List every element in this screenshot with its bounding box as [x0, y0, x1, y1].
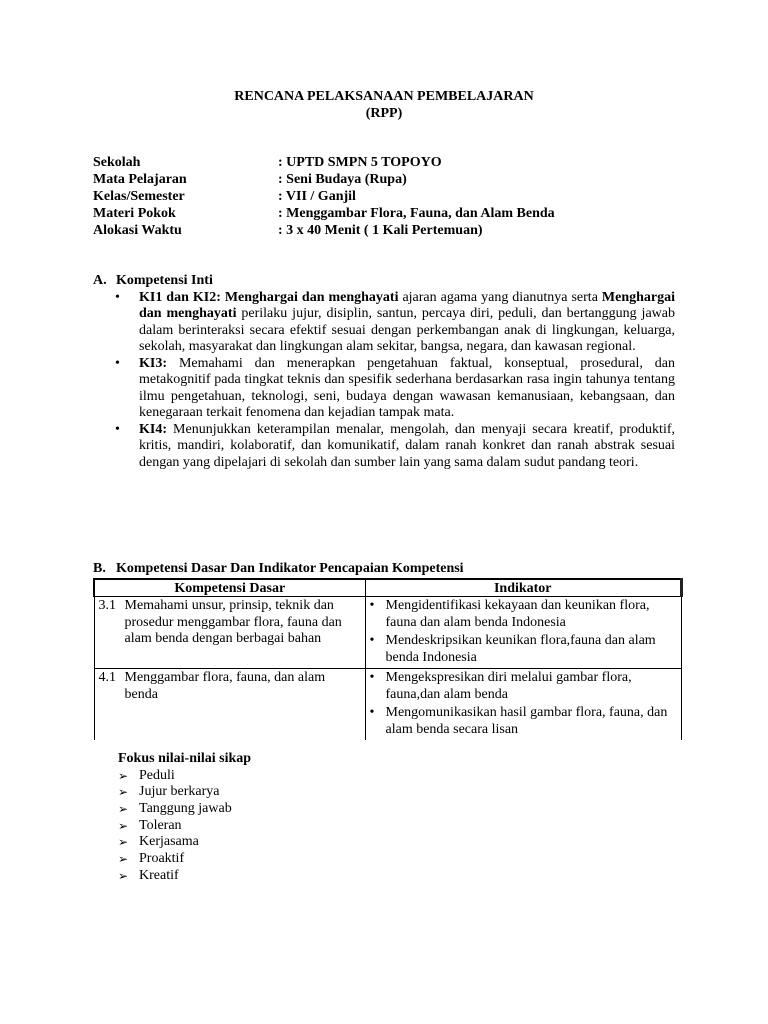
sikap-text: Proaktif	[139, 850, 185, 866]
fokus-title: Fokus nilai-nilai sikap	[118, 751, 252, 766]
arrow-bullet-icon: ➢	[118, 818, 129, 833]
ki-item-ki4	[93, 422, 675, 472]
indicator-list	[370, 670, 678, 738]
ki-label: KI4:	[139, 421, 167, 437]
identity-label: Alokasi Waktu	[93, 223, 182, 238]
bullet-icon: •	[369, 670, 375, 685]
bullet-icon: •	[115, 355, 120, 371]
sikap-item	[118, 768, 251, 785]
kd-indicator-table	[93, 578, 683, 740]
sikap-item	[118, 784, 251, 801]
identity-row	[93, 155, 555, 172]
bullet-icon: •	[115, 289, 120, 305]
kd-text: Menggambar flora, fauna, dan alam benda	[124, 670, 326, 702]
column-header-indikator: Indikator	[365, 579, 682, 597]
indicator-list	[370, 598, 678, 666]
section-a-heading	[93, 273, 675, 290]
ki-emphasis: Menghargai dan menghayati	[139, 289, 675, 321]
identity-label: Sekolah	[93, 155, 141, 170]
identity-value: : Menggambar Flora, Fauna, dan Alam Benda	[278, 206, 555, 221]
indicator-text: Mendeskripsikan keunikan flora,fauna dan alam benda Indonesia	[385, 633, 656, 665]
ki-label: KI1 dan KI2: Menghargai dan menghayati	[139, 289, 399, 305]
ki-text: Memahami dan menerapkan pengetahuan faktual, konseptual, prosedural, dan metakognitif pada tingkat teknis dan spesifik sederhana berdasarkan rasa ingin tahunya tentang ilmu pengetahuan, teknologi, seni, budaya dengan wawasan kemanusiaan, kebangsaan, dan kenegaraan terkait fenomena dan kejadian tampak mata.	[139, 355, 675, 420]
sikap-item	[118, 834, 251, 851]
kd-cell	[94, 597, 365, 669]
ki-text: ajaran agama yang dianutnya serta	[398, 289, 602, 305]
ki-label: KI3:	[139, 355, 167, 371]
document-title	[0, 88, 768, 122]
bullet-icon: •	[369, 633, 375, 648]
section-letter: A.	[93, 273, 107, 288]
identity-row	[93, 172, 555, 189]
sikap-item	[118, 868, 251, 885]
sikap-text: Toleran	[139, 817, 182, 833]
arrow-bullet-icon: ➢	[118, 768, 129, 783]
table-row	[94, 669, 682, 741]
bullet-icon: •	[369, 705, 375, 720]
table-row	[94, 597, 682, 669]
identity-label: Materi Pokok	[93, 206, 176, 221]
ki-list	[93, 290, 675, 472]
title-line-1: RENCANA PELAKSANAAN PEMBELAJARAN	[234, 89, 534, 104]
identity-value: : UPTD SMPN 5 TOPOYO	[278, 155, 442, 170]
identity-value: : 3 x 40 Menit ( 1 Kali Pertemuan)	[278, 223, 483, 238]
indicator-text: Mengekspresikan diri melalui gambar flora, fauna,dan alam benda	[385, 670, 632, 702]
arrow-bullet-icon: ➢	[118, 851, 129, 866]
ki-item-ki1-ki2	[93, 290, 675, 356]
arrow-bullet-icon: ➢	[118, 785, 129, 800]
identity-value: : Seni Budaya (Rupa)	[278, 172, 407, 187]
sikap-text: Jujur berkarya	[139, 784, 220, 800]
indicator-cell	[365, 597, 682, 669]
sikap-text: Peduli	[139, 767, 175, 783]
bullet-icon: •	[369, 598, 375, 613]
identity-row	[93, 189, 555, 206]
arrow-bullet-icon: ➢	[118, 835, 129, 850]
kd-text: Memahami unsur, prinsip, teknik dan prosedur menggambar flora, fauna dan alam benda dengan berbagai bahan	[124, 598, 342, 646]
fokus-sikap-block	[118, 751, 251, 884]
section-letter: B.	[93, 561, 106, 576]
indicator-item	[370, 598, 678, 631]
indicator-cell	[365, 669, 682, 741]
sikap-item	[118, 851, 251, 868]
ki-text: perilaku jujur, disiplin, santun, percaya diri, peduli, dan bertanggung jawab dalam berinteraksi secara efektif sesuai dengan perkembangan anak di lingkungan, keluarga, sekolah, masyarakat dan lingkungan alam sekitar, bangsa, negara, dan kawasan regional.	[139, 306, 675, 354]
table-header-row	[94, 579, 682, 597]
section-title: Kompetensi Dasar Dan Indikator Pencapaian Kompetensi	[116, 561, 464, 576]
arrow-bullet-icon: ➢	[118, 801, 129, 816]
indicator-text: Mengidentifikasi kekayaan dan keunikan flora, fauna dan alam benda Indonesia	[385, 598, 650, 630]
arrow-bullet-icon: ➢	[118, 868, 129, 883]
kd-number: 3.1	[98, 598, 116, 613]
ki-text: Menunjukkan keterampilan menalar, mengolah, dan menyaji secara kreatif, produktif, kritis, mandiri, kolaboratif, dan komunikatif, dalam ranah konkret dan ranah abstrak sesuai dengan yang dipelajari di sekolah dan sumber lain yang sama dalam sudut pandang teori.	[139, 421, 675, 470]
sikap-item	[118, 818, 251, 835]
sikap-text: Kreatif	[139, 867, 179, 883]
bullet-icon: •	[115, 421, 120, 437]
section-kompetensi-inti	[93, 273, 675, 471]
sikap-item	[118, 801, 251, 818]
sikap-list	[118, 768, 251, 885]
identity-value: : VII / Ganjil	[278, 189, 356, 204]
section-title: Kompetensi Inti	[116, 273, 213, 288]
kd-cell	[94, 669, 365, 741]
identity-label: Mata Pelajaran	[93, 172, 187, 187]
indicator-item	[370, 670, 678, 703]
indicator-item	[370, 633, 678, 666]
section-b-heading	[93, 561, 464, 578]
sikap-text: Kerjasama	[139, 834, 199, 850]
identity-label: Kelas/Semester	[93, 189, 185, 204]
sikap-text: Tanggung jawab	[139, 800, 232, 816]
ki-item-ki3	[93, 356, 675, 422]
indicator-text: Mengomunikasikan hasil gambar flora, fauna, dan alam benda secara lisan	[385, 705, 668, 737]
kd-number: 4.1	[98, 670, 116, 685]
identity-row	[93, 206, 555, 223]
identity-block	[93, 155, 555, 240]
column-header-kd: Kompetensi Dasar	[94, 579, 365, 597]
indicator-item	[370, 705, 678, 738]
title-line-2: (RPP)	[365, 106, 403, 121]
identity-row	[93, 223, 555, 240]
